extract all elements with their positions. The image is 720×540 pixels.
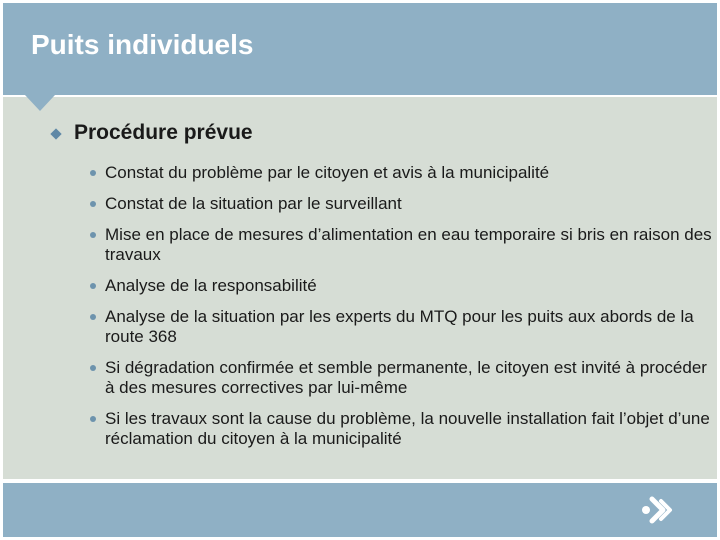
heading-item: [52, 121, 253, 145]
bullet-item: [90, 276, 715, 296]
round-bullet-icon: [90, 170, 96, 176]
header-notch: [25, 95, 55, 111]
bullet-item: [90, 225, 715, 265]
round-bullet-icon: [90, 314, 96, 320]
bullet-text: Constat du problème par le citoyen et avis à la municipalité: [105, 163, 550, 182]
bullet-item: [90, 194, 715, 214]
bullet-text: Si les travaux sont la cause du problème, la nouvelle installation fait l’objet d’une réclamation du citoyen à la municipalité: [105, 409, 710, 448]
bullet-item: [90, 358, 715, 398]
chevron-logo-icon: [640, 494, 674, 526]
bullet-text: Constat de la situation par le surveillant: [105, 194, 402, 213]
slide-footer: [3, 483, 717, 537]
round-bullet-icon: [90, 232, 96, 238]
round-bullet-icon: [90, 416, 96, 422]
bullet-item: [90, 163, 715, 183]
bullet-item: [90, 409, 715, 449]
bullet-text: Si dégradation confirmée et semble permanente, le citoyen est invité à procéder à des mesures correctives par lui-même: [105, 358, 707, 397]
round-bullet-icon: [90, 365, 96, 371]
slide-title: Puits individuels: [31, 29, 254, 60]
round-bullet-icon: [90, 283, 96, 289]
bullet-item: [90, 307, 715, 347]
diamond-bullet-icon: [50, 128, 61, 139]
bullet-text: Analyse de la situation par les experts du MTQ pour les puits aux abords de la route 368: [105, 307, 694, 346]
heading-text: Procédure prévue: [74, 121, 253, 144]
bullet-text: Mise en place de mesures d’alimentation en eau temporaire si bris en raison des travaux: [105, 225, 712, 264]
bullet-list: [90, 163, 715, 460]
bullet-text: Analyse de la responsabilité: [105, 276, 317, 295]
round-bullet-icon: [90, 201, 96, 207]
